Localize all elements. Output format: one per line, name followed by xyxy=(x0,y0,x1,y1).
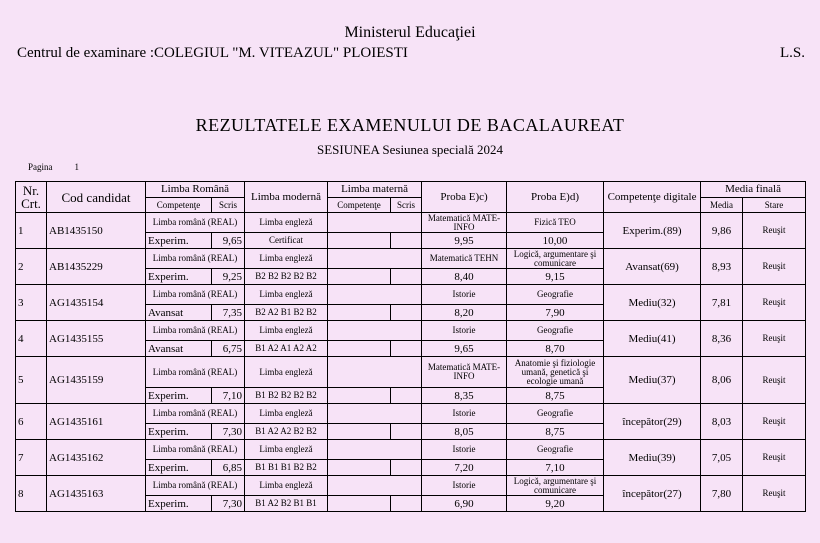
stare: Reuşit xyxy=(743,285,806,321)
limba-romana-subject: Limba română (REAL) xyxy=(146,476,245,496)
media-finala: 9,86 xyxy=(701,213,743,249)
ministry-title: Ministerul Educaţiei xyxy=(344,24,476,41)
limba-materna-subject xyxy=(328,404,422,424)
candidate-code: AG1435155 xyxy=(47,321,146,357)
limba-moderna-value: B1 B1 B1 B2 B2 xyxy=(245,460,328,476)
limba-romana-subject: Limba română (REAL) xyxy=(146,321,245,341)
candidate-code: AG1435159 xyxy=(47,357,146,404)
proba-ec-grade: 8,35 xyxy=(422,388,507,404)
limba-materna-subject xyxy=(328,321,422,341)
page-title: REZULTATELE EXAMENULUI DE BACALAUREAT xyxy=(195,115,625,135)
proba-ed-grade: 7,90 xyxy=(507,305,604,321)
row-number: 6 xyxy=(16,404,47,440)
proba-ed-subject: Fizică TEO xyxy=(507,213,604,233)
stare: Reuşit xyxy=(743,476,806,512)
proba-ed-grade: 9,15 xyxy=(507,269,604,285)
limba-materna-subject xyxy=(328,249,422,269)
competente-digitale: Mediu(32) xyxy=(604,285,701,321)
subcol-scris: Scris xyxy=(212,198,245,213)
row-number: 5 xyxy=(16,357,47,404)
limba-materna-competente xyxy=(328,305,391,321)
proba-ec-subject: Istorie xyxy=(422,404,507,424)
row-number: 8 xyxy=(16,476,47,512)
limba-moderna-subject: Limba engleză xyxy=(245,404,328,424)
proba-ec-subject: Istorie xyxy=(422,321,507,341)
competente-digitale: Mediu(39) xyxy=(604,440,701,476)
limba-materna-scris xyxy=(391,496,422,512)
limba-materna-scris xyxy=(391,233,422,249)
competente-digitale: Experim.(89) xyxy=(604,213,701,249)
limba-materna-competente xyxy=(328,496,391,512)
limba-romana-competente: Experim. xyxy=(146,388,212,404)
table-row xyxy=(16,321,806,341)
col-proba-ec: Proba E)c) xyxy=(422,182,507,213)
page-label: Pagina xyxy=(28,162,53,172)
competente-digitale: Avansat(69) xyxy=(604,249,701,285)
limba-romana-subject: Limba română (REAL) xyxy=(146,285,245,305)
subcol-competente-materna: Competenţe xyxy=(328,198,391,213)
proba-ec-subject: Matematică MATE-INFO xyxy=(422,357,507,388)
proba-ec-grade: 9,65 xyxy=(422,341,507,357)
limba-romana-scris: 7,30 xyxy=(212,496,245,512)
limba-moderna-subject: Limba engleză xyxy=(245,476,328,496)
limba-moderna-subject: Limba engleză xyxy=(245,285,328,305)
limba-moderna-value: B2 B2 B2 B2 B2 xyxy=(245,269,328,285)
proba-ed-grade: 8,70 xyxy=(507,341,604,357)
proba-ed-subject: Logică, argumentare şi comunicare xyxy=(507,249,604,269)
proba-ec-grade: 9,95 xyxy=(422,233,507,249)
page-indicator xyxy=(28,162,79,172)
row-number: 1 xyxy=(16,213,47,249)
limba-materna-competente xyxy=(328,233,391,249)
limba-romana-scris: 6,75 xyxy=(212,341,245,357)
limba-moderna-subject: Limba engleză xyxy=(245,249,328,269)
candidate-code: AB1435229 xyxy=(47,249,146,285)
media-finala: 7,05 xyxy=(701,440,743,476)
limba-romana-scris: 7,30 xyxy=(212,424,245,440)
proba-ed-subject: Geografie xyxy=(507,285,604,305)
page-number: 1 xyxy=(74,162,79,172)
media-finala: 8,03 xyxy=(701,404,743,440)
limba-romana-scris: 7,35 xyxy=(212,305,245,321)
competente-digitale: începător(27) xyxy=(604,476,701,512)
limba-materna-scris xyxy=(391,460,422,476)
limba-romana-subject: Limba română (REAL) xyxy=(146,440,245,460)
proba-ed-grade: 8,75 xyxy=(507,388,604,404)
col-limba-moderna: Limba modernă xyxy=(245,182,328,213)
limba-romana-competente: Experim. xyxy=(146,233,212,249)
proba-ed-subject: Logică, argumentare şi comunicare xyxy=(507,476,604,496)
stare: Reuşit xyxy=(743,440,806,476)
limba-materna-scris xyxy=(391,269,422,285)
proba-ec-subject: Istorie xyxy=(422,440,507,460)
limba-romana-competente: Experim. xyxy=(146,424,212,440)
limba-moderna-value: B1 B2 B2 B2 B2 xyxy=(245,388,328,404)
limba-materna-scris xyxy=(391,341,422,357)
limba-romana-competente: Avansat xyxy=(146,305,212,321)
proba-ec-grade: 6,90 xyxy=(422,496,507,512)
proba-ec-subject: Matematică TEHN xyxy=(422,249,507,269)
media-finala: 7,80 xyxy=(701,476,743,512)
limba-materna-competente xyxy=(328,388,391,404)
stare: Reuşit xyxy=(743,357,806,404)
col-competente-digitale: Competenţe digitale xyxy=(604,182,701,213)
limba-materna-subject xyxy=(328,357,422,388)
media-finala: 8,36 xyxy=(701,321,743,357)
limba-materna-competente xyxy=(328,269,391,285)
proba-ed-grade: 7,10 xyxy=(507,460,604,476)
col-proba-ed: Proba E)d) xyxy=(507,182,604,213)
media-finala: 7,81 xyxy=(701,285,743,321)
ls-mark: L.S. xyxy=(780,45,806,61)
limba-materna-subject xyxy=(328,213,422,233)
candidate-code: AG1435163 xyxy=(47,476,146,512)
media-finala: 8,93 xyxy=(701,249,743,285)
col-limba-materna: Limba maternă xyxy=(328,182,422,198)
limba-moderna-value: B1 A2 A2 B2 B2 xyxy=(245,424,328,440)
proba-ed-subject: Anatomie şi fiziologie umană, genetică şi ecologie umană xyxy=(507,357,604,388)
media-finala: 8,06 xyxy=(701,357,743,404)
proba-ec-grade: 8,05 xyxy=(422,424,507,440)
results-table xyxy=(15,181,806,512)
limba-romana-subject: Limba română (REAL) xyxy=(146,404,245,424)
proba-ed-subject: Geografie xyxy=(507,321,604,341)
col-limba-romana: Limba Română xyxy=(146,182,245,198)
limba-materna-scris xyxy=(391,388,422,404)
candidate-code: AB1435150 xyxy=(47,213,146,249)
competente-digitale: începător(29) xyxy=(604,404,701,440)
limba-materna-subject xyxy=(328,476,422,496)
exam-center: Centrul de examinare :COLEGIUL "M. VITEAZUL" PLOIESTI xyxy=(17,45,408,61)
proba-ed-subject: Geografie xyxy=(507,404,604,424)
limba-materna-scris xyxy=(391,305,422,321)
stare: Reuşit xyxy=(743,213,806,249)
limba-moderna-subject: Limba engleză xyxy=(245,321,328,341)
stare: Reuşit xyxy=(743,249,806,285)
limba-materna-subject xyxy=(328,440,422,460)
proba-ed-subject: Geografie xyxy=(507,440,604,460)
limba-romana-subject: Limba română (REAL) xyxy=(146,357,245,388)
col-nr: Nr. Crt. xyxy=(16,182,47,213)
limba-romana-competente: Experim. xyxy=(146,269,212,285)
limba-moderna-subject: Limba engleză xyxy=(245,213,328,233)
subcol-stare: Stare xyxy=(743,198,806,213)
limba-materna-competente xyxy=(328,341,391,357)
limba-moderna-value: B2 A2 B1 B2 B2 xyxy=(245,305,328,321)
table-row xyxy=(16,213,806,233)
limba-moderna-value: Certificat xyxy=(245,233,328,249)
candidate-code: AG1435154 xyxy=(47,285,146,321)
row-number: 7 xyxy=(16,440,47,476)
candidate-code: AG1435162 xyxy=(47,440,146,476)
proba-ec-grade: 7,20 xyxy=(422,460,507,476)
subcol-competente: Competenţe xyxy=(146,198,212,213)
limba-romana-scris: 7,10 xyxy=(212,388,245,404)
limba-materna-competente xyxy=(328,460,391,476)
subcol-scris-materna: Scris xyxy=(391,198,422,213)
table-row xyxy=(16,476,806,496)
session-label: SESIUNEA Sesiunea specială 2024 xyxy=(317,142,503,157)
candidate-code: AG1435161 xyxy=(47,404,146,440)
stare: Reuşit xyxy=(743,321,806,357)
proba-ec-subject: Matematică MATE-INFO xyxy=(422,213,507,233)
table-row xyxy=(16,249,806,269)
limba-materna-subject xyxy=(328,285,422,305)
proba-ed-grade: 8,75 xyxy=(507,424,604,440)
row-number: 3 xyxy=(16,285,47,321)
proba-ec-grade: 8,20 xyxy=(422,305,507,321)
col-media-finala: Media finală xyxy=(701,182,806,198)
table-row xyxy=(16,357,806,388)
limba-materna-competente xyxy=(328,424,391,440)
limba-romana-competente: Avansat xyxy=(146,341,212,357)
limba-romana-scris: 9,25 xyxy=(212,269,245,285)
proba-ed-grade: 9,20 xyxy=(507,496,604,512)
limba-romana-subject: Limba română (REAL) xyxy=(146,213,245,233)
limba-materna-scris xyxy=(391,424,422,440)
proba-ec-subject: Istorie xyxy=(422,476,507,496)
proba-ed-grade: 10,00 xyxy=(507,233,604,249)
row-number: 4 xyxy=(16,321,47,357)
limba-romana-scris: 6,85 xyxy=(212,460,245,476)
competente-digitale: Mediu(41) xyxy=(604,321,701,357)
proba-ec-grade: 8,40 xyxy=(422,269,507,285)
limba-romana-scris: 9,65 xyxy=(212,233,245,249)
limba-moderna-subject: Limba engleză xyxy=(245,357,328,388)
limba-moderna-value: B1 A2 B2 B1 B1 xyxy=(245,496,328,512)
stare: Reuşit xyxy=(743,404,806,440)
limba-romana-competente: Experim. xyxy=(146,496,212,512)
col-cod: Cod candidat xyxy=(47,182,146,213)
proba-ec-subject: Istorie xyxy=(422,285,507,305)
subcol-media: Media xyxy=(701,198,743,213)
row-number: 2 xyxy=(16,249,47,285)
table-row xyxy=(16,440,806,460)
table-row xyxy=(16,285,806,305)
competente-digitale: Mediu(37) xyxy=(604,357,701,404)
limba-moderna-subject: Limba engleză xyxy=(245,440,328,460)
limba-romana-competente: Experim. xyxy=(146,460,212,476)
limba-moderna-value: B1 A2 A1 A2 A2 xyxy=(245,341,328,357)
limba-romana-subject: Limba română (REAL) xyxy=(146,249,245,269)
table-row xyxy=(16,404,806,424)
